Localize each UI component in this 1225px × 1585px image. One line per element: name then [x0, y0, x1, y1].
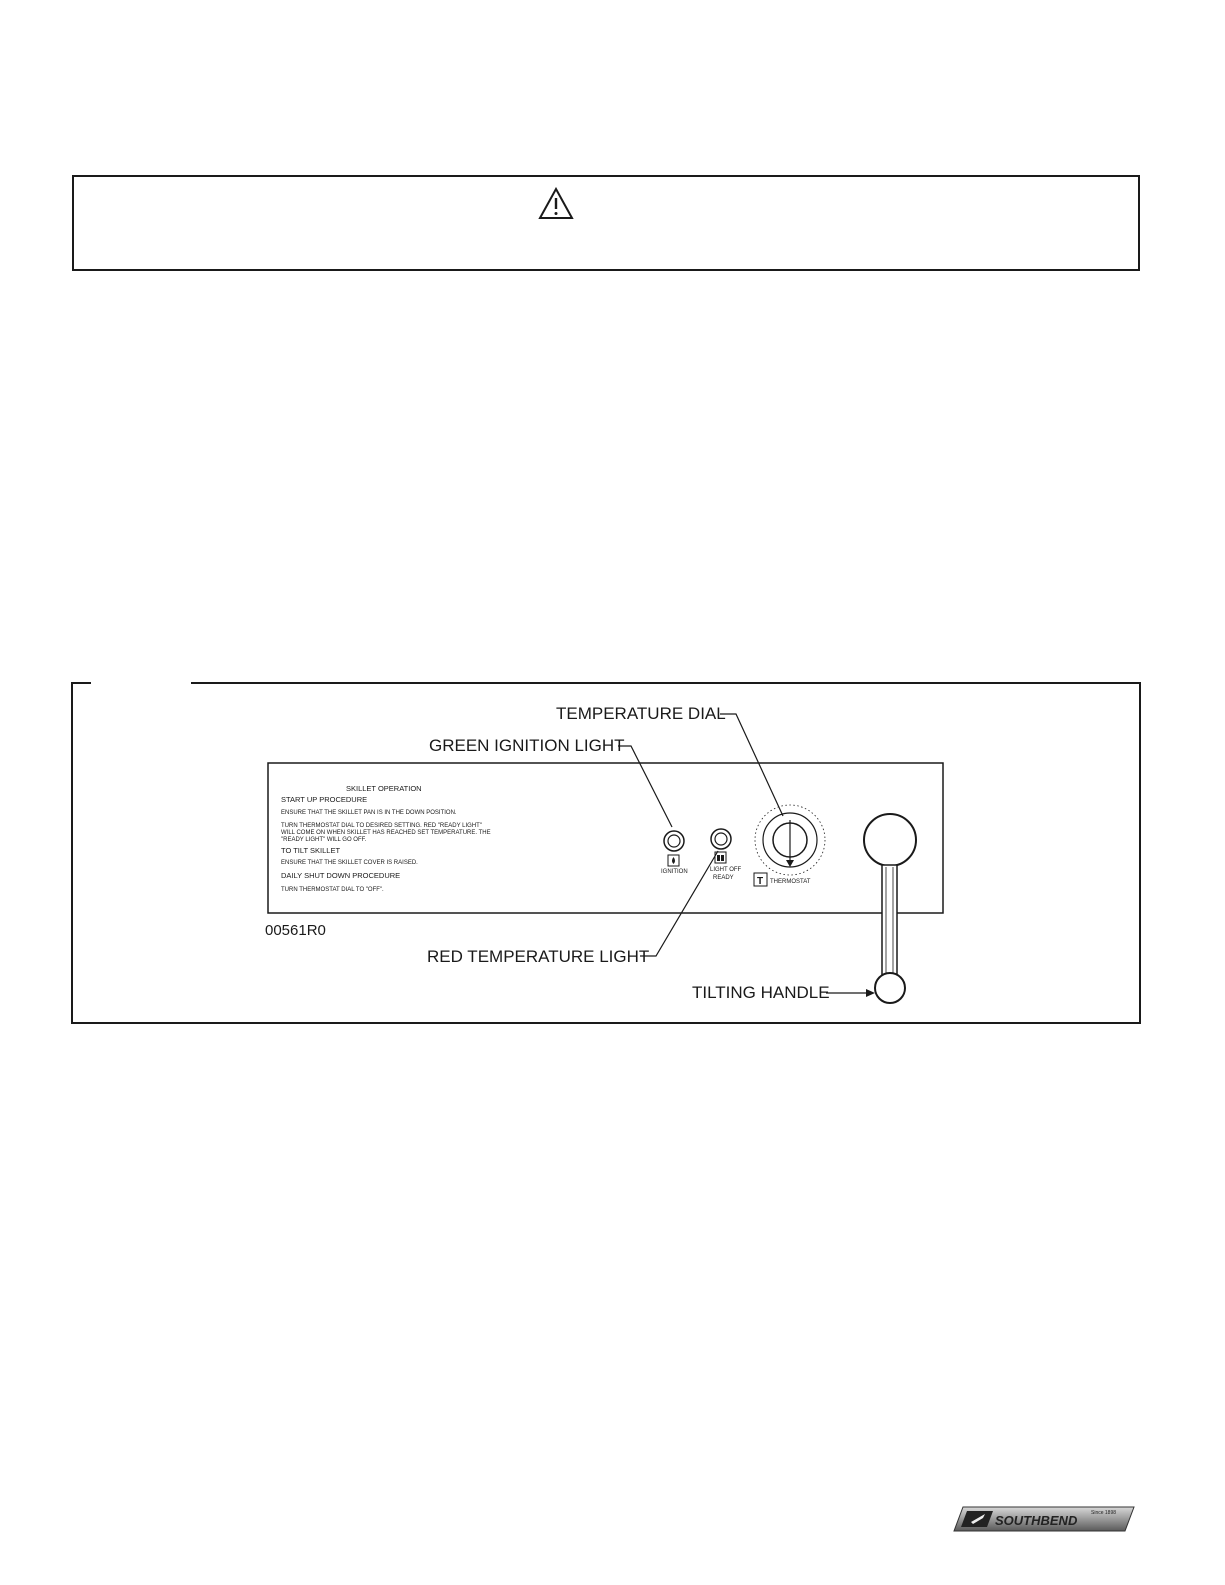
figure-code: 00561R0 [265, 922, 326, 939]
callout-tilting-handle: TILTING HANDLE [692, 983, 830, 1002]
ignition-label: IGNITION [661, 869, 688, 875]
logo-since: Since 1898 [1091, 1510, 1117, 1516]
ready-label: READY [713, 875, 734, 881]
warning-box [72, 175, 1140, 271]
plate-shutdown-heading: DAILY SHUT DOWN PROCEDURE [281, 871, 401, 880]
skillet-control-panel-diagram [73, 684, 1139, 1022]
callout-red-temperature-light: RED TEMPERATURE LIGHT [427, 947, 650, 966]
thermostat-label: THERMOSTAT [770, 879, 811, 885]
southbend-logo [953, 1506, 1135, 1532]
figure-frame [71, 682, 1141, 1024]
plate-startup-heading: START UP PROCEDURE [281, 795, 368, 804]
warning-triangle-icon [538, 187, 574, 221]
plate-title: SKILLET OPERATION [346, 784, 422, 793]
callout-green-ignition-light: GREEN IGNITION LIGHT [429, 736, 625, 755]
plate-tilt-heading: TO TILT SKILLET [281, 846, 341, 855]
logo-text: SOUTHBEND [995, 1513, 1078, 1528]
frame-title-gap [91, 681, 191, 686]
plate-startup-line4: "READY LIGHT" WILL GO OFF. [281, 837, 367, 843]
plate-startup-line1: ENSURE THAT THE SKILLET PAN IS IN THE DOWN POSITION. [281, 810, 457, 816]
plate-startup-line3: WILL COME ON WHEN SKILLET HAS REACHED SET TEMPERATURE. THE [281, 830, 491, 836]
plate-tilt-line1: ENSURE THAT THE SKILLET COVER IS RAISED. [281, 860, 418, 866]
plate-startup-line2: TURN THERMOSTAT DIAL TO DESIRED SETTING. RED "READY LIGHT" [281, 823, 482, 829]
light-off-label: LIGHT OFF [710, 867, 742, 873]
svg-text:T: T [757, 876, 764, 887]
plate-shutdown-line1: TURN THERMOSTAT DIAL TO "OFF". [281, 887, 384, 893]
callout-temperature-dial: TEMPERATURE DIAL [556, 704, 726, 723]
arrowhead-tilting-handle [866, 989, 875, 997]
